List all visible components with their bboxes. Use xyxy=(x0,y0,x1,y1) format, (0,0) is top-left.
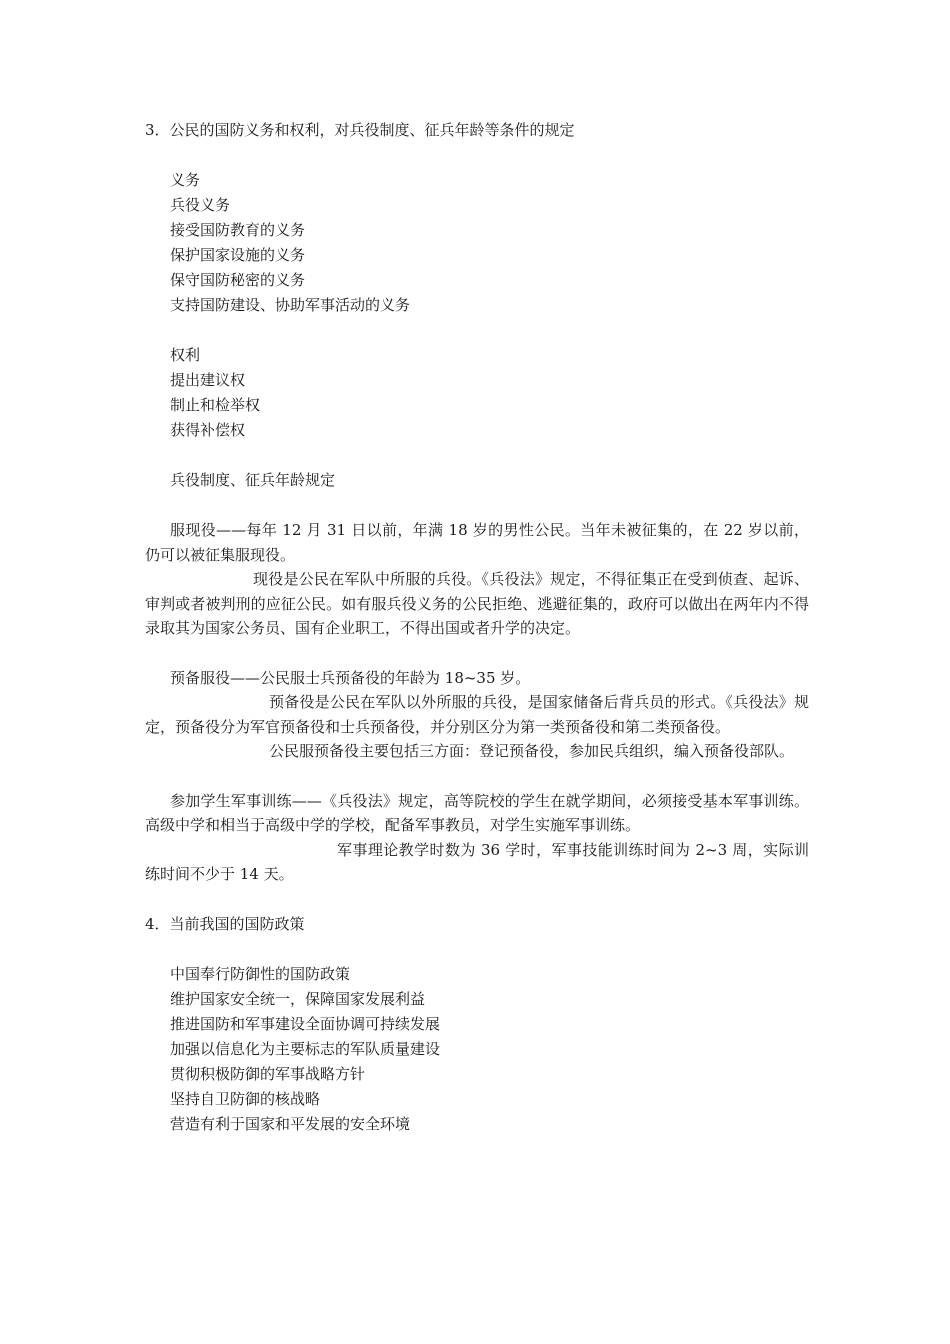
duty-item: 支持国防建设、协助军事活动的义务 xyxy=(170,296,411,314)
spacer xyxy=(145,493,809,518)
reserve-service-paragraph: 预备服役——公民服士兵预备役的年龄为 18~35 岁。 xyxy=(170,668,531,687)
policy-item: 营造有利于国家和平发展的安全环境 xyxy=(170,1114,411,1133)
active-service-paragraph: 服现役——每年 12 月 31 日以前，年满 18 岁的男性公民。当年未被征集的，在 22 岁以前，仍可以被征集服现役。 xyxy=(145,521,809,564)
reserve-service-note-2: 公民服预备役主要包括三方面：登记预备役，参加民兵组织，编入预备役部队。 xyxy=(269,742,795,760)
duty-item: 兵役义务 xyxy=(170,196,231,214)
duty-item: 接受国防教育的义务 xyxy=(170,221,306,239)
right-item: 制止和检举权 xyxy=(170,396,261,414)
right-item: 提出建议权 xyxy=(170,371,246,389)
spacer xyxy=(145,443,809,468)
student-training-note: 军事理论教学时数为 36 学时，军事技能训练时间为 2~3 周，实际训练时间不少于 14 天。 xyxy=(145,840,809,883)
policy-item: 推进国防和军事建设全面协调可持续发展 xyxy=(170,1014,441,1033)
policies-list xyxy=(145,962,809,1137)
policy-item: 中国奉行防御性的国防政策 xyxy=(170,964,351,983)
service-title: 兵役制度、征兵年龄规定 xyxy=(170,471,336,489)
policy-item: 维护国家安全统一，保障国家发展利益 xyxy=(170,989,426,1008)
duty-item: 保守国防秘密的义务 xyxy=(170,271,306,289)
policy-item: 贯彻积极防御的军事战略方针 xyxy=(170,1064,366,1083)
spacer xyxy=(145,887,809,912)
spacer xyxy=(145,764,809,789)
rights-list xyxy=(145,343,809,443)
spacer xyxy=(145,143,809,168)
active-service-note: 现役是公民在军队中所服的兵役。《兵役法》规定，不得征集正在受到侦查、起诉、审判或者被判刑的应征公民。如有服兵役义务的公民拒绝、逃避征集的，政府可以做出在两年内不得录取其为国家公务员、国有企业职工，不得出国或者升学的决定。 xyxy=(145,570,809,637)
policy-item: 加强以信息化为主要标志的军队质量建设 xyxy=(170,1039,441,1058)
section-3-heading: 3．公民的国防义务和权利，对兵役制度、征兵年龄等条件的规定 xyxy=(145,121,575,139)
section-4-heading: 4．当前我国的国防政策 xyxy=(145,914,305,933)
service-title-block xyxy=(145,468,809,493)
spacer xyxy=(145,641,809,666)
reserve-service-note: 预备役是公民在军队以外所服的兵役，是国家储备后背兵员的形式。《兵役法》规定，预备役分为军官预备役和士兵预备役，并分别区分为第一类预备役和第二类预备役。 xyxy=(145,693,809,736)
rights-title: 权利 xyxy=(170,346,201,364)
right-item: 获得补偿权 xyxy=(170,421,246,439)
duties-list xyxy=(145,168,809,318)
duties-title: 义务 xyxy=(170,171,201,189)
student-training-paragraph: 参加学生军事训练——《兵役法》规定，高等院校的学生在就学期间，必须接受基本军事训练。高级中学和相当于高级中学的学校，配备军事教员，对学生实施军事训练。 xyxy=(145,791,809,834)
policy-item: 坚持自卫防御的核战略 xyxy=(170,1089,321,1108)
document-page xyxy=(145,118,809,1137)
spacer xyxy=(145,937,809,962)
spacer xyxy=(145,318,809,343)
duty-item: 保护国家设施的义务 xyxy=(170,246,306,264)
